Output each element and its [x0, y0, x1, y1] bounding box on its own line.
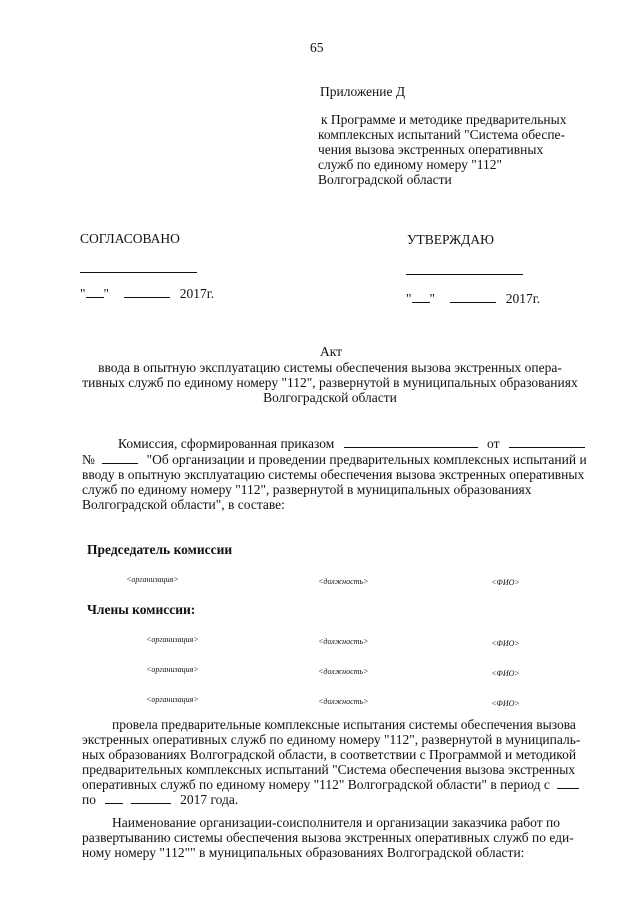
appendix-line: к Программе и методике предварительных: [321, 112, 567, 127]
end-month-blank: [131, 792, 171, 804]
commission-start: Комиссия, сформированная приказом: [118, 436, 335, 451]
number-blank: [102, 452, 138, 464]
member-position: <должность>: [318, 697, 369, 706]
appendix-line: служб по единому номеру "112": [318, 157, 503, 172]
quote-close: ": [103, 286, 110, 301]
agreed-signature-line: [80, 272, 197, 273]
act-subtitle-line: ввода в опытную эксплуатацию системы обеспечения вызова экстренных опера-: [98, 360, 562, 375]
result-line-text: оперативных служб по единому номеру "112" Волгоградской области" в период с: [82, 777, 550, 792]
commission-line: служб по единому номеру "112", развернутой в муниципальных образованиях: [82, 482, 532, 497]
appendix-line: комплексных испытаний "Система обеспе-: [318, 127, 566, 142]
naming-paragraph: [82, 815, 582, 860]
month-blank: [124, 286, 170, 298]
number-sign: №: [82, 452, 95, 467]
result-line: ных образованиях Волгоградской области, в соответствии с Программой и методикой: [82, 747, 577, 762]
chairman-organization: <организация>: [126, 575, 179, 584]
appendix-title: Приложение Д: [320, 84, 406, 99]
approve-signature-line: [406, 274, 523, 275]
act-subtitle: [70, 360, 590, 405]
chairman-position: <должность>: [318, 577, 369, 586]
member-fio: <ФИО>: [491, 699, 520, 708]
member-fio: <ФИО>: [491, 639, 520, 648]
approve-date: [406, 291, 540, 306]
year-label: 2017г.: [179, 286, 215, 301]
result-year: 2017 года.: [180, 792, 239, 807]
day-blank: [86, 286, 104, 298]
order-blank: [344, 436, 478, 448]
member-organization: <организация>: [146, 635, 199, 644]
year-label: 2017г.: [505, 291, 541, 306]
result-paragraph: [82, 717, 582, 807]
approve-label: УТВЕРЖДАЮ: [407, 232, 495, 247]
result-line: предварительных комплексных испытаний "Система обеспечения вызова экстренных: [82, 762, 576, 777]
end-day-blank: [105, 792, 123, 804]
result-line: провела предварительные комплексные испытания системы обеспечения вызова: [112, 717, 576, 732]
commission-line: Волгоградской области", в составе:: [82, 497, 285, 512]
naming-line: Наименование организации-соисполнителя и организации заказчика работ по: [112, 815, 560, 830]
member-organization: <организация>: [146, 695, 199, 704]
appendix-reference: [318, 112, 618, 187]
date-blank: [509, 436, 585, 448]
chairman-fio: <ФИО>: [491, 578, 520, 587]
quote-close: ": [429, 291, 436, 306]
members-heading: Члены комиссии:: [87, 602, 196, 617]
order-title-start: "Об организации и проведении предварительных комплексных испытаний и: [146, 452, 587, 467]
naming-line: развертыванию системы обеспечения вызова экстренных оперативных служб по еди-: [82, 830, 574, 845]
po-label: по: [82, 792, 96, 807]
member-position: <должность>: [318, 637, 369, 646]
result-last-line: [82, 792, 582, 807]
agreed-date: [80, 286, 214, 301]
act-subtitle-line: Волгоградской области: [263, 390, 397, 405]
act-subtitle-line: тивных служб по единому номеру "112", развернутой в муниципальных образованиях: [82, 375, 578, 390]
result-line: экстренных оперативных служб по единому номеру "112", развернутой в муниципаль-: [82, 732, 581, 747]
member-fio: <ФИО>: [491, 669, 520, 678]
quote-open: ": [406, 291, 412, 306]
from-label: от: [487, 436, 500, 451]
day-blank: [412, 291, 430, 303]
member-position: <должность>: [318, 667, 369, 676]
naming-line: ному номеру "112"" в муниципальных образованиях Волгоградской области:: [82, 845, 525, 860]
member-organization: <организация>: [146, 665, 199, 674]
chairman-heading: Председатель комиссии: [87, 542, 233, 557]
agreed-label: СОГЛАСОВАНО: [80, 231, 180, 246]
commission-title-line: [82, 452, 587, 467]
page-number: 65: [310, 40, 324, 55]
month-blank: [450, 291, 496, 303]
result-line: [82, 777, 582, 792]
act-title: Акт: [320, 344, 343, 359]
appendix-line: чения вызова экстренных оперативных: [318, 142, 544, 157]
appendix-line: Волгоградской области: [318, 172, 452, 187]
period-start-blank: [557, 777, 579, 789]
commission-paragraph: [82, 467, 585, 512]
quote-open: ": [80, 286, 86, 301]
commission-line: вводу в опытную эксплуатацию системы обеспечения вызова экстренных оперативных: [82, 467, 585, 482]
commission-order-line: [118, 436, 585, 451]
